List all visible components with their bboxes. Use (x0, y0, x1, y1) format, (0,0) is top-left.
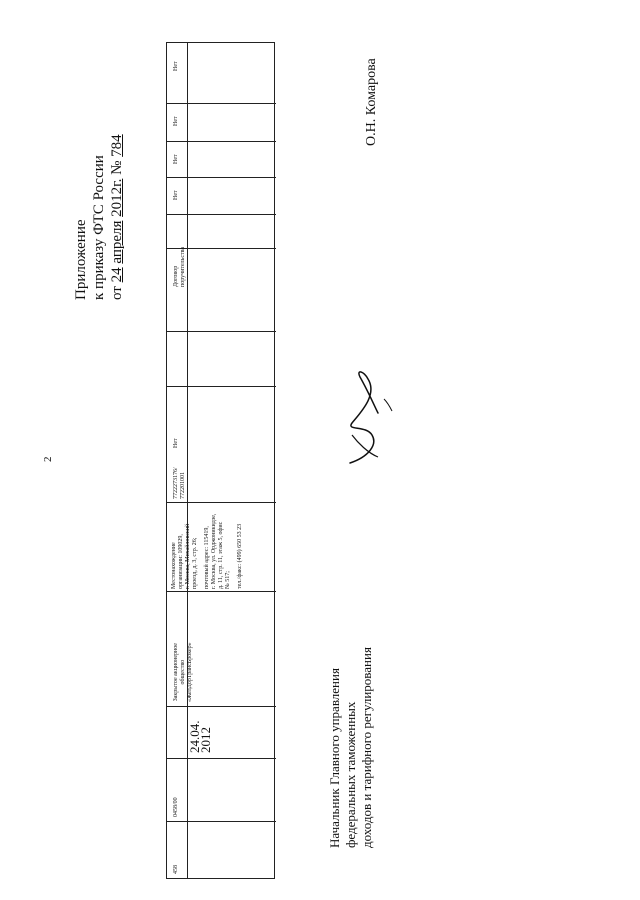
cell-address (167, 502, 276, 591)
signatory-position (327, 647, 375, 848)
page-number: 2 (42, 456, 54, 462)
col-a-value: Нет (173, 190, 179, 200)
addr-line2: организации: 109029, (178, 534, 184, 589)
appendix-title: Приложение (73, 219, 89, 300)
org-name (173, 642, 194, 702)
position-line1: Начальник Главного управления (327, 668, 342, 848)
cell-org-name (167, 591, 276, 706)
col-d-value: Нет (173, 61, 179, 71)
reg-date-line1: 24.04. (187, 720, 202, 753)
row-number: 458 (173, 865, 179, 874)
cell-col-b (167, 141, 276, 177)
reason-line1: Договор (173, 265, 179, 287)
addr-line4: проезд, д. 3, стр. 26; (192, 537, 198, 589)
inn-kpp (173, 467, 187, 499)
signatory-name: О.Н. Комарова (364, 58, 379, 146)
reg-date (189, 721, 211, 754)
reg-number: 0458/00 (173, 797, 179, 817)
cell-inn-kpp (167, 386, 276, 502)
addr-line5: почтовый адрес: 115419, (204, 526, 210, 589)
date-year: 2012г. (109, 178, 125, 217)
reason-line2: поручительства (180, 246, 186, 287)
cell-col-d (167, 43, 276, 103)
org-name-line1: Закрытое акционерное (173, 643, 179, 702)
cell-date (167, 706, 276, 758)
addr-line1: Местонахождение (171, 542, 177, 589)
order-number: 784 (109, 134, 125, 157)
signature-image (338, 365, 398, 475)
kpp-line: 772201001 (180, 472, 186, 499)
addr-line9: тел./факс: (499) 650 53 23 (237, 523, 243, 589)
reason-value (173, 247, 187, 287)
position-line2: федеральных таможенных (343, 701, 358, 848)
appendix-date-line (108, 134, 126, 300)
cell-col-a (167, 177, 276, 214)
date-day: 24 (109, 267, 125, 283)
reg-date-line2: 2012 (198, 727, 213, 753)
appendix-header (72, 134, 126, 300)
number-sign: № (109, 160, 125, 175)
registry-table (166, 42, 275, 879)
date-prefix: от (109, 286, 125, 300)
cell-num (167, 821, 276, 880)
org-name-line2: общество (180, 659, 186, 685)
cell-reason (167, 214, 276, 248)
cell-branches (167, 331, 276, 386)
addr-line8: № 517; (225, 571, 231, 589)
col-c-value: Нет (173, 116, 179, 126)
org-name-line3: «ЖелДорТрансБрокер» (187, 642, 193, 702)
appendix-order-ref: к приказу ФТС России (91, 155, 107, 300)
branches-value: Нет (173, 438, 179, 448)
org-address (171, 514, 244, 589)
addr-line6: г. Москва, ул. Орджоникидзе, (211, 513, 217, 589)
position-line3: доходов и тарифного регулирования (359, 647, 374, 848)
date-month: апреля (109, 220, 125, 264)
addr-line7: д. 11, стр. 11, этаж 5, офис (218, 521, 224, 589)
cell-col-c (167, 103, 276, 141)
addr-line3: г. Москва, Михайловский (185, 523, 191, 589)
inn-line: 7722273176/ (173, 467, 179, 499)
col-b-value: Нет (173, 154, 179, 164)
cell-reg-number (167, 758, 276, 821)
